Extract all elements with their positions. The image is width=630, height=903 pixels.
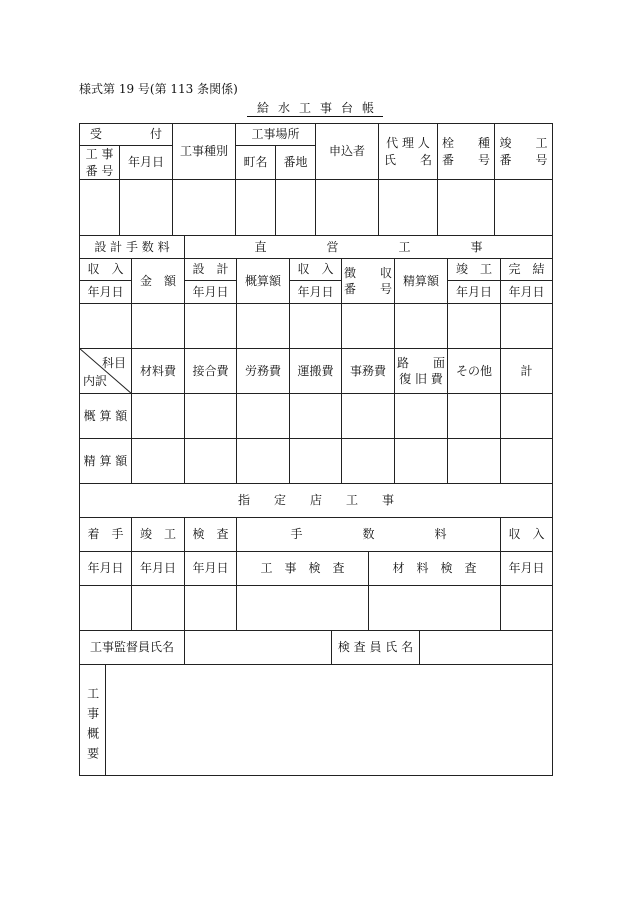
blank-cell[interactable] xyxy=(275,179,316,236)
blank-cell[interactable] xyxy=(79,303,132,349)
banchi-header: 番地 xyxy=(275,145,316,180)
blank-cell[interactable] xyxy=(341,303,395,349)
uchiwake-label: 内訳 xyxy=(83,374,108,388)
shunyu2-header: 収 入 xyxy=(289,258,342,281)
kensain-label: 検 査 員 氏 名 xyxy=(331,630,420,665)
moushikomisha-header: 申込者 xyxy=(315,123,379,180)
sekkei-header: 設 計 xyxy=(184,258,237,281)
shunko-header: 竣 工 xyxy=(447,258,501,281)
blank-cell[interactable] xyxy=(131,585,185,631)
nengappi-header: 年月日 xyxy=(119,145,173,180)
blank-cell[interactable] xyxy=(494,179,553,236)
kensa-header: 検 査 xyxy=(184,517,237,552)
koji-bango-header: 工 事 番 号 xyxy=(79,145,120,180)
kamoku-label: 科目 xyxy=(101,356,126,370)
dairinin-header: 代 理 人 氏 名 xyxy=(378,123,438,180)
blank-cell[interactable] xyxy=(378,179,438,236)
nengappi-header: 年月日 xyxy=(184,280,237,304)
blank-cell[interactable] xyxy=(236,585,369,631)
nengappi-header: 年月日 xyxy=(79,551,132,586)
blank-cell[interactable] xyxy=(79,585,132,631)
blank-cell[interactable] xyxy=(184,303,237,349)
choshu-bango-header: 徴 収 番 号 xyxy=(341,258,395,304)
uketsuke-header: 受 付 xyxy=(79,123,173,146)
koji-kensa-header: 工 事 検 査 xyxy=(236,551,369,586)
blank-cell[interactable] xyxy=(119,179,173,236)
nengappi-header: 年月日 xyxy=(500,280,553,304)
blank-cell[interactable] xyxy=(184,393,237,439)
kensain-name-field[interactable] xyxy=(419,630,553,665)
blank-cell[interactable] xyxy=(341,438,395,484)
blank-cell[interactable] xyxy=(289,393,342,439)
blank-cell[interactable] xyxy=(500,438,553,484)
nengappi-header: 年月日 xyxy=(131,551,185,586)
gaisangaku-row-label: 概 算 額 xyxy=(79,393,132,439)
blank-cell[interactable] xyxy=(289,303,342,349)
seisangaku-header: 精算額 xyxy=(394,258,448,304)
gaiyo-label-cell xyxy=(79,664,106,776)
blank-cell[interactable] xyxy=(236,393,290,439)
nengappi-header: 年月日 xyxy=(79,280,132,304)
blank-cell[interactable] xyxy=(500,393,553,439)
zairyo-kensa-header: 材 料 検 査 xyxy=(368,551,501,586)
gaiyo-field[interactable] xyxy=(105,664,553,776)
shitei-koji-header: 指 定 店 工 事 xyxy=(79,483,553,518)
kingaku-header: 金 額 xyxy=(131,258,185,304)
koji-basho-header: 工事場所 xyxy=(235,123,316,146)
blank-cell[interactable] xyxy=(184,585,237,631)
shunyu-header: 収 入 xyxy=(79,258,132,281)
blank-cell[interactable] xyxy=(79,179,120,236)
blank-cell[interactable] xyxy=(236,303,290,349)
nengappi-header: 年月日 xyxy=(289,280,342,304)
blank-cell[interactable] xyxy=(394,393,448,439)
nengappi-header: 年月日 xyxy=(447,280,501,304)
nengappi-header: 年月日 xyxy=(500,551,553,586)
shunyu-header: 収 入 xyxy=(500,517,553,552)
blank-cell[interactable] xyxy=(131,393,185,439)
blank-cell[interactable] xyxy=(447,438,501,484)
chokuei-koji-header: 直 営 工 事 xyxy=(184,235,553,259)
romuhi-header: 労務費 xyxy=(236,348,290,394)
kanketsu-header: 完 結 xyxy=(500,258,553,281)
blank-cell[interactable] xyxy=(394,438,448,484)
seisangaku-row-label: 精 算 額 xyxy=(79,438,132,484)
blank-cell[interactable] xyxy=(368,585,501,631)
blank-cell[interactable] xyxy=(447,303,501,349)
blank-cell[interactable] xyxy=(500,303,553,349)
blank-cell[interactable] xyxy=(289,438,342,484)
blank-cell[interactable] xyxy=(236,438,290,484)
unpanhi-header: 運搬費 xyxy=(289,348,342,394)
chomei-header: 町名 xyxy=(235,145,276,180)
koji-shubetsu-header: 工事種別 xyxy=(172,123,236,180)
setsugohi-header: 接合費 xyxy=(184,348,237,394)
sekkei-tesuryo-header: 設 計 手 数 料 xyxy=(79,235,185,259)
blank-cell[interactable] xyxy=(341,393,395,439)
shunko-header: 竣 工 xyxy=(131,517,185,552)
blank-cell[interactable] xyxy=(315,179,379,236)
sonota-header: その他 xyxy=(447,348,501,394)
jimuhi-header: 事務費 xyxy=(341,348,395,394)
kantoku-label: 工事監督員氏名 xyxy=(79,630,185,665)
blank-cell[interactable] xyxy=(131,303,185,349)
kantoku-name-field[interactable] xyxy=(184,630,332,665)
gaisangaku-header: 概算額 xyxy=(236,258,290,304)
blank-cell[interactable] xyxy=(184,438,237,484)
zairyohi-header: 材料費 xyxy=(131,348,185,394)
blank-cell[interactable] xyxy=(447,393,501,439)
blank-cell[interactable] xyxy=(172,179,236,236)
page-title: 給水工事台帳 xyxy=(247,101,383,117)
romen-fukkyuhi-header: 路 面 復 旧 費 xyxy=(394,348,448,394)
kei-header: 計 xyxy=(500,348,553,394)
chakushu-header: 着 手 xyxy=(79,517,132,552)
tesuryo-header: 手 数 料 xyxy=(236,517,501,552)
shunko-bango-header: 竣 工 番 号 xyxy=(494,123,553,180)
blank-cell[interactable] xyxy=(131,438,185,484)
sen-shu-header: 栓 種 番 号 xyxy=(437,123,495,180)
nengappi-header: 年月日 xyxy=(184,551,237,586)
blank-cell[interactable] xyxy=(235,179,276,236)
blank-cell[interactable] xyxy=(437,179,495,236)
gaiyo-label: 工事概要 xyxy=(85,687,100,767)
blank-cell[interactable] xyxy=(394,303,448,349)
form-number: 様式第 19 号(第 113 条関係) xyxy=(79,82,238,96)
blank-cell[interactable] xyxy=(500,585,553,631)
